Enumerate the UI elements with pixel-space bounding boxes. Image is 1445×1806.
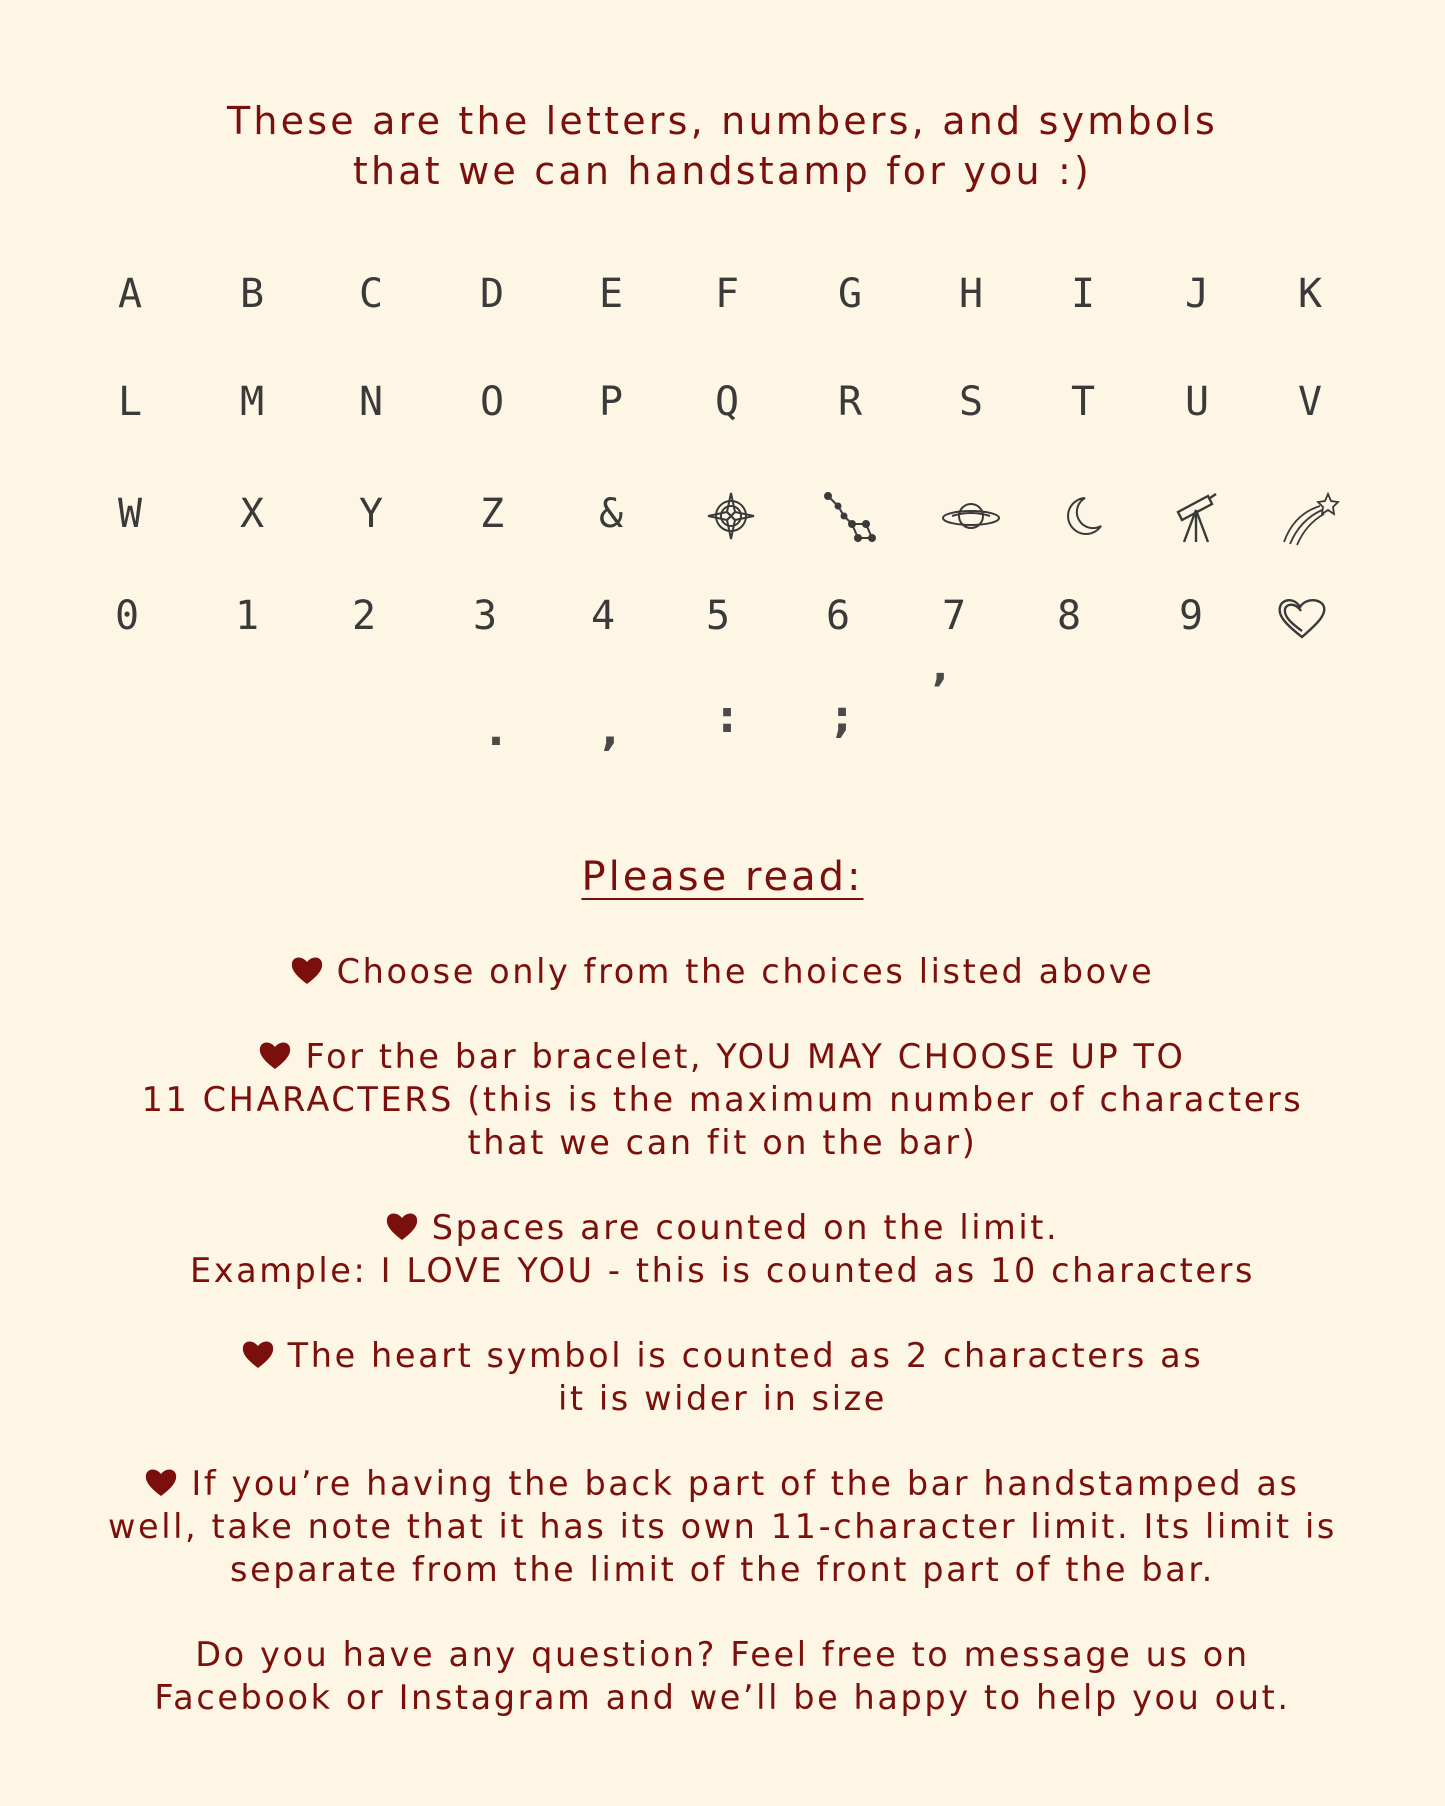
glyph-letter: N: [358, 379, 384, 425]
rule-line: that we can fit on the bar): [467, 1123, 978, 1162]
glyph-letter: E: [598, 271, 624, 317]
glyph-letter: J: [1184, 271, 1210, 317]
glyph-letter: L: [117, 379, 143, 425]
heart-bullet-icon: [242, 1339, 274, 1369]
heart-bullet-icon: [259, 1040, 291, 1070]
rule-line: For the bar bracelet, YOU MAY CHOOSE UP TO: [305, 1037, 1186, 1076]
glyph-digit: 6: [825, 593, 851, 639]
glyph-digit: 8: [1056, 593, 1082, 639]
glyph-punctuation: ’: [931, 665, 949, 716]
rule-item: [0, 1206, 1445, 1292]
glyph-letter: F: [714, 271, 740, 317]
glyph-letter: H: [958, 271, 984, 317]
rule-line: well, take note that it has its own 11-character limit. Its limit is: [108, 1507, 1337, 1546]
glyph-digit: 2: [351, 593, 377, 639]
heart-bullet-icon: [291, 955, 323, 985]
glyph-punctuation: ;: [833, 692, 851, 743]
please-read-heading: Please read:: [581, 854, 864, 900]
moon-icon: [1033, 490, 1133, 538]
rule-line: separate from the limit of the front part of the bar.: [230, 1550, 1215, 1589]
glyph-letter: M: [239, 379, 265, 425]
glyph-punctuation: .: [487, 705, 505, 756]
glyph-digit: 3: [472, 593, 498, 639]
closing-message: [0, 1633, 1445, 1719]
compass-icon: [681, 490, 781, 542]
glyph-letter: V: [1297, 379, 1323, 425]
rule-line: it is wider in size: [557, 1379, 888, 1418]
glyph-letter: B: [239, 271, 265, 317]
glyph-letter: P: [598, 379, 624, 425]
glyph-letter: T: [1070, 379, 1096, 425]
glyph-letter: D: [479, 271, 505, 317]
rule-line: If you’re having the back part of the bar handstamped as: [191, 1464, 1300, 1503]
glyph-letter: O: [479, 379, 505, 425]
glyph-digit: 7: [941, 593, 967, 639]
glyph-digit: 4: [590, 593, 616, 639]
glyph-digit: 5: [705, 593, 731, 639]
glyph-letter: K: [1297, 271, 1323, 317]
glyph-punctuation: ,: [601, 705, 619, 756]
glyph-letter: S: [958, 379, 984, 425]
rule-item: [0, 950, 1445, 993]
heading-line-2: that we can handstamp for you :): [352, 149, 1093, 193]
rule-item: [0, 1035, 1445, 1164]
heading-line-1: These are the letters, numbers, and symbols: [226, 99, 1219, 143]
shooting-star-icon: [1260, 490, 1360, 546]
glyph-letter: U: [1184, 379, 1210, 425]
planet-icon: [921, 490, 1021, 538]
glyph-letter: Q: [714, 379, 740, 425]
rule-line: Example: I LOVE YOU - this is counted as 10 characters: [189, 1251, 1256, 1290]
heart-bullet-icon: [386, 1211, 418, 1241]
heart-icon: [1252, 592, 1352, 641]
rule-line: Spaces are counted on the limit.: [431, 1208, 1060, 1247]
rule-item: [0, 1334, 1445, 1420]
glyph-digit: 0: [114, 593, 140, 639]
rule-line: The heart symbol is counted as 2 characters as: [287, 1336, 1204, 1375]
telescope-icon: [1147, 490, 1247, 546]
rule-line: Choose only from the choices listed above: [336, 952, 1155, 991]
heart-bullet-icon: [145, 1467, 177, 1497]
glyph-letter: Z: [479, 491, 505, 537]
rule-item: [0, 1462, 1445, 1591]
closing-line-2: Facebook or Instagram and we’ll be happy to help you out.: [154, 1678, 1291, 1717]
glyph-symbol: &: [598, 491, 624, 537]
character-grid: [0, 0, 1445, 800]
glyph-letter: Y: [358, 491, 384, 537]
glyph-letter: G: [837, 271, 863, 317]
glyph-punctuation: :: [718, 692, 736, 743]
rules-list: [0, 950, 1445, 1719]
glyph-letter: I: [1070, 271, 1096, 317]
glyph-letter: C: [358, 271, 384, 317]
glyph-letter: R: [837, 379, 863, 425]
glyph-letter: A: [117, 271, 143, 317]
glyph-letter: X: [239, 491, 265, 537]
closing-line-1: Do you have any question? Feel free to message us on: [195, 1635, 1250, 1674]
glyph-digit: 1: [234, 593, 260, 639]
rule-line: 11 CHARACTERS (this is the maximum number of characters: [141, 1080, 1304, 1119]
glyph-letter: W: [117, 491, 143, 537]
constellation-icon: [800, 490, 900, 546]
glyph-digit: 9: [1178, 593, 1204, 639]
